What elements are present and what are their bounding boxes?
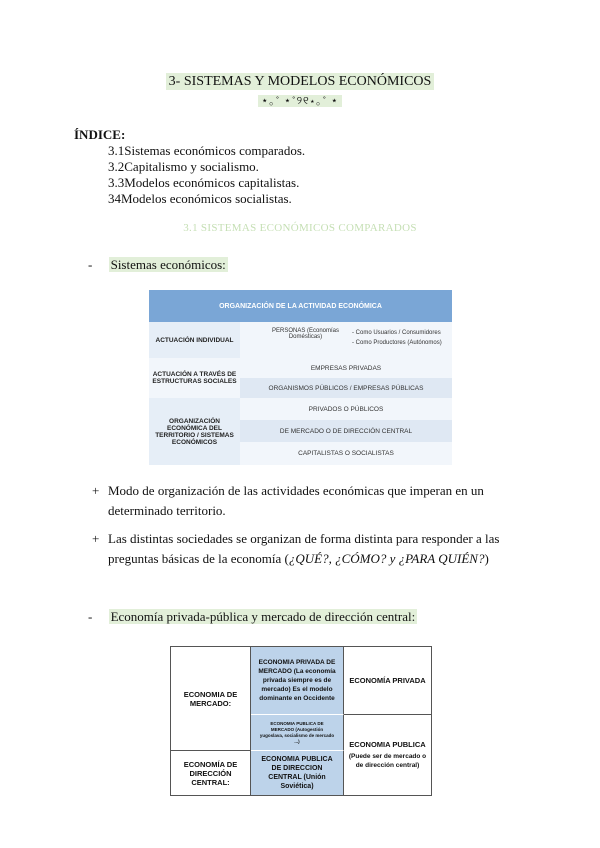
toc-item: 34Modelos económicos socialistas. [108,191,292,206]
row-label: ORGANIZACIÓN ECONÓMICA DEL TERRITORIO / SISTEMAS ECONÓMICOS [149,398,240,465]
row-cell: DE MERCADO O DE DIRECCIÓN CENTRAL [240,420,452,442]
toc-item: 3.2Capitalismo y socialismo. [108,159,259,174]
page-title: 3- SISTEMAS Y MODELOS ECONÓMICOS [0,74,600,90]
economia-publica-title: ECONOMIA PUBLICA [349,740,426,749]
paragraph-2: Las distintas sociedades se organizan de forma distinta para responder a las preguntas básicas de la economía (¿QUÉ?, ¿CÓMO? y ¿PARA QUIÉN?) [108,531,500,566]
section-heading: 3.1 SISTEMAS ECONÓMICOS COMPARADOS [183,222,417,234]
cell-privada-mercado: ECONOMIA PRIVADA DE MERCADO (La economía privada siempre es de mercado) Es el modelo dominante en Occidente [251,647,344,715]
toc-item: 3.1Sistemas económicos comparados. [108,143,306,158]
row-cell [240,322,452,358]
row-label: ACTUACIÓN A TRAVÉS DE ESTRUCTURAS SOCIALES [149,358,240,398]
row-cell: EMPRESAS PRIVADAS [240,358,452,378]
index-heading: ÍNDICE: [74,127,126,142]
plus-icon: + [92,531,100,546]
economia-publica-sub: (Puede ser de mercado o de dirección central) [348,753,427,769]
bullet-sistemas: - Sistemas económicos: [88,257,226,272]
decorative-stars: ⋆｡˚ ⋆˚୨୧⋆｡˚ ⋆ [0,92,600,108]
cell-publica-mercado: ECONOMIA PUBLICA DE MERCADO (Autogestión yugoslava, socialismo de mercado ...) [251,715,344,751]
economy-table [170,646,432,796]
table-header: ORGANIZACIÓN DE LA ACTIVIDAD ECONÓMICA [149,290,452,322]
cell-publica-direccion: ECONOMIA PUBLICA DE DIRECCION CENTRAL (Unión Soviética) [251,751,344,795]
row-cell: ORGANISMOS PÚBLICOS / EMPRESAS PÚBLICAS [240,378,452,398]
row-cell: PRIVADOS O PÚBLICOS [240,398,452,420]
paragraph-1: Modo de organización de las actividades económicas que imperan en un determinado territorio. [108,483,484,518]
toc-item: 3.3Modelos económicos capitalistas. [108,175,300,190]
cell-economia-privada: ECONOMÍA PRIVADA [344,647,431,715]
bullet-economia: - Economía privada-pública y mercado de dirección central: [88,609,416,624]
cell-direccion: ECONOMÍA DE DIRECCIÓN CENTRAL: [171,751,251,795]
personas-cell: PERSONAS (Economías Domésticas) [271,328,340,340]
row-cell: CAPITALISTAS O SOCIALISTAS [240,442,452,465]
cell-economia-publica [344,715,431,795]
plus-icon: + [92,483,100,498]
row-label: ACTUACIÓN INDIVIDUAL [149,322,240,358]
cell-mercado: ECONOMIA DE MERCADO: [171,647,251,751]
organization-table [149,290,452,465]
role-2: - Como Productores (Autónomos) [352,340,442,346]
role-1: - Como Usuarios / Consumidores [352,330,441,336]
